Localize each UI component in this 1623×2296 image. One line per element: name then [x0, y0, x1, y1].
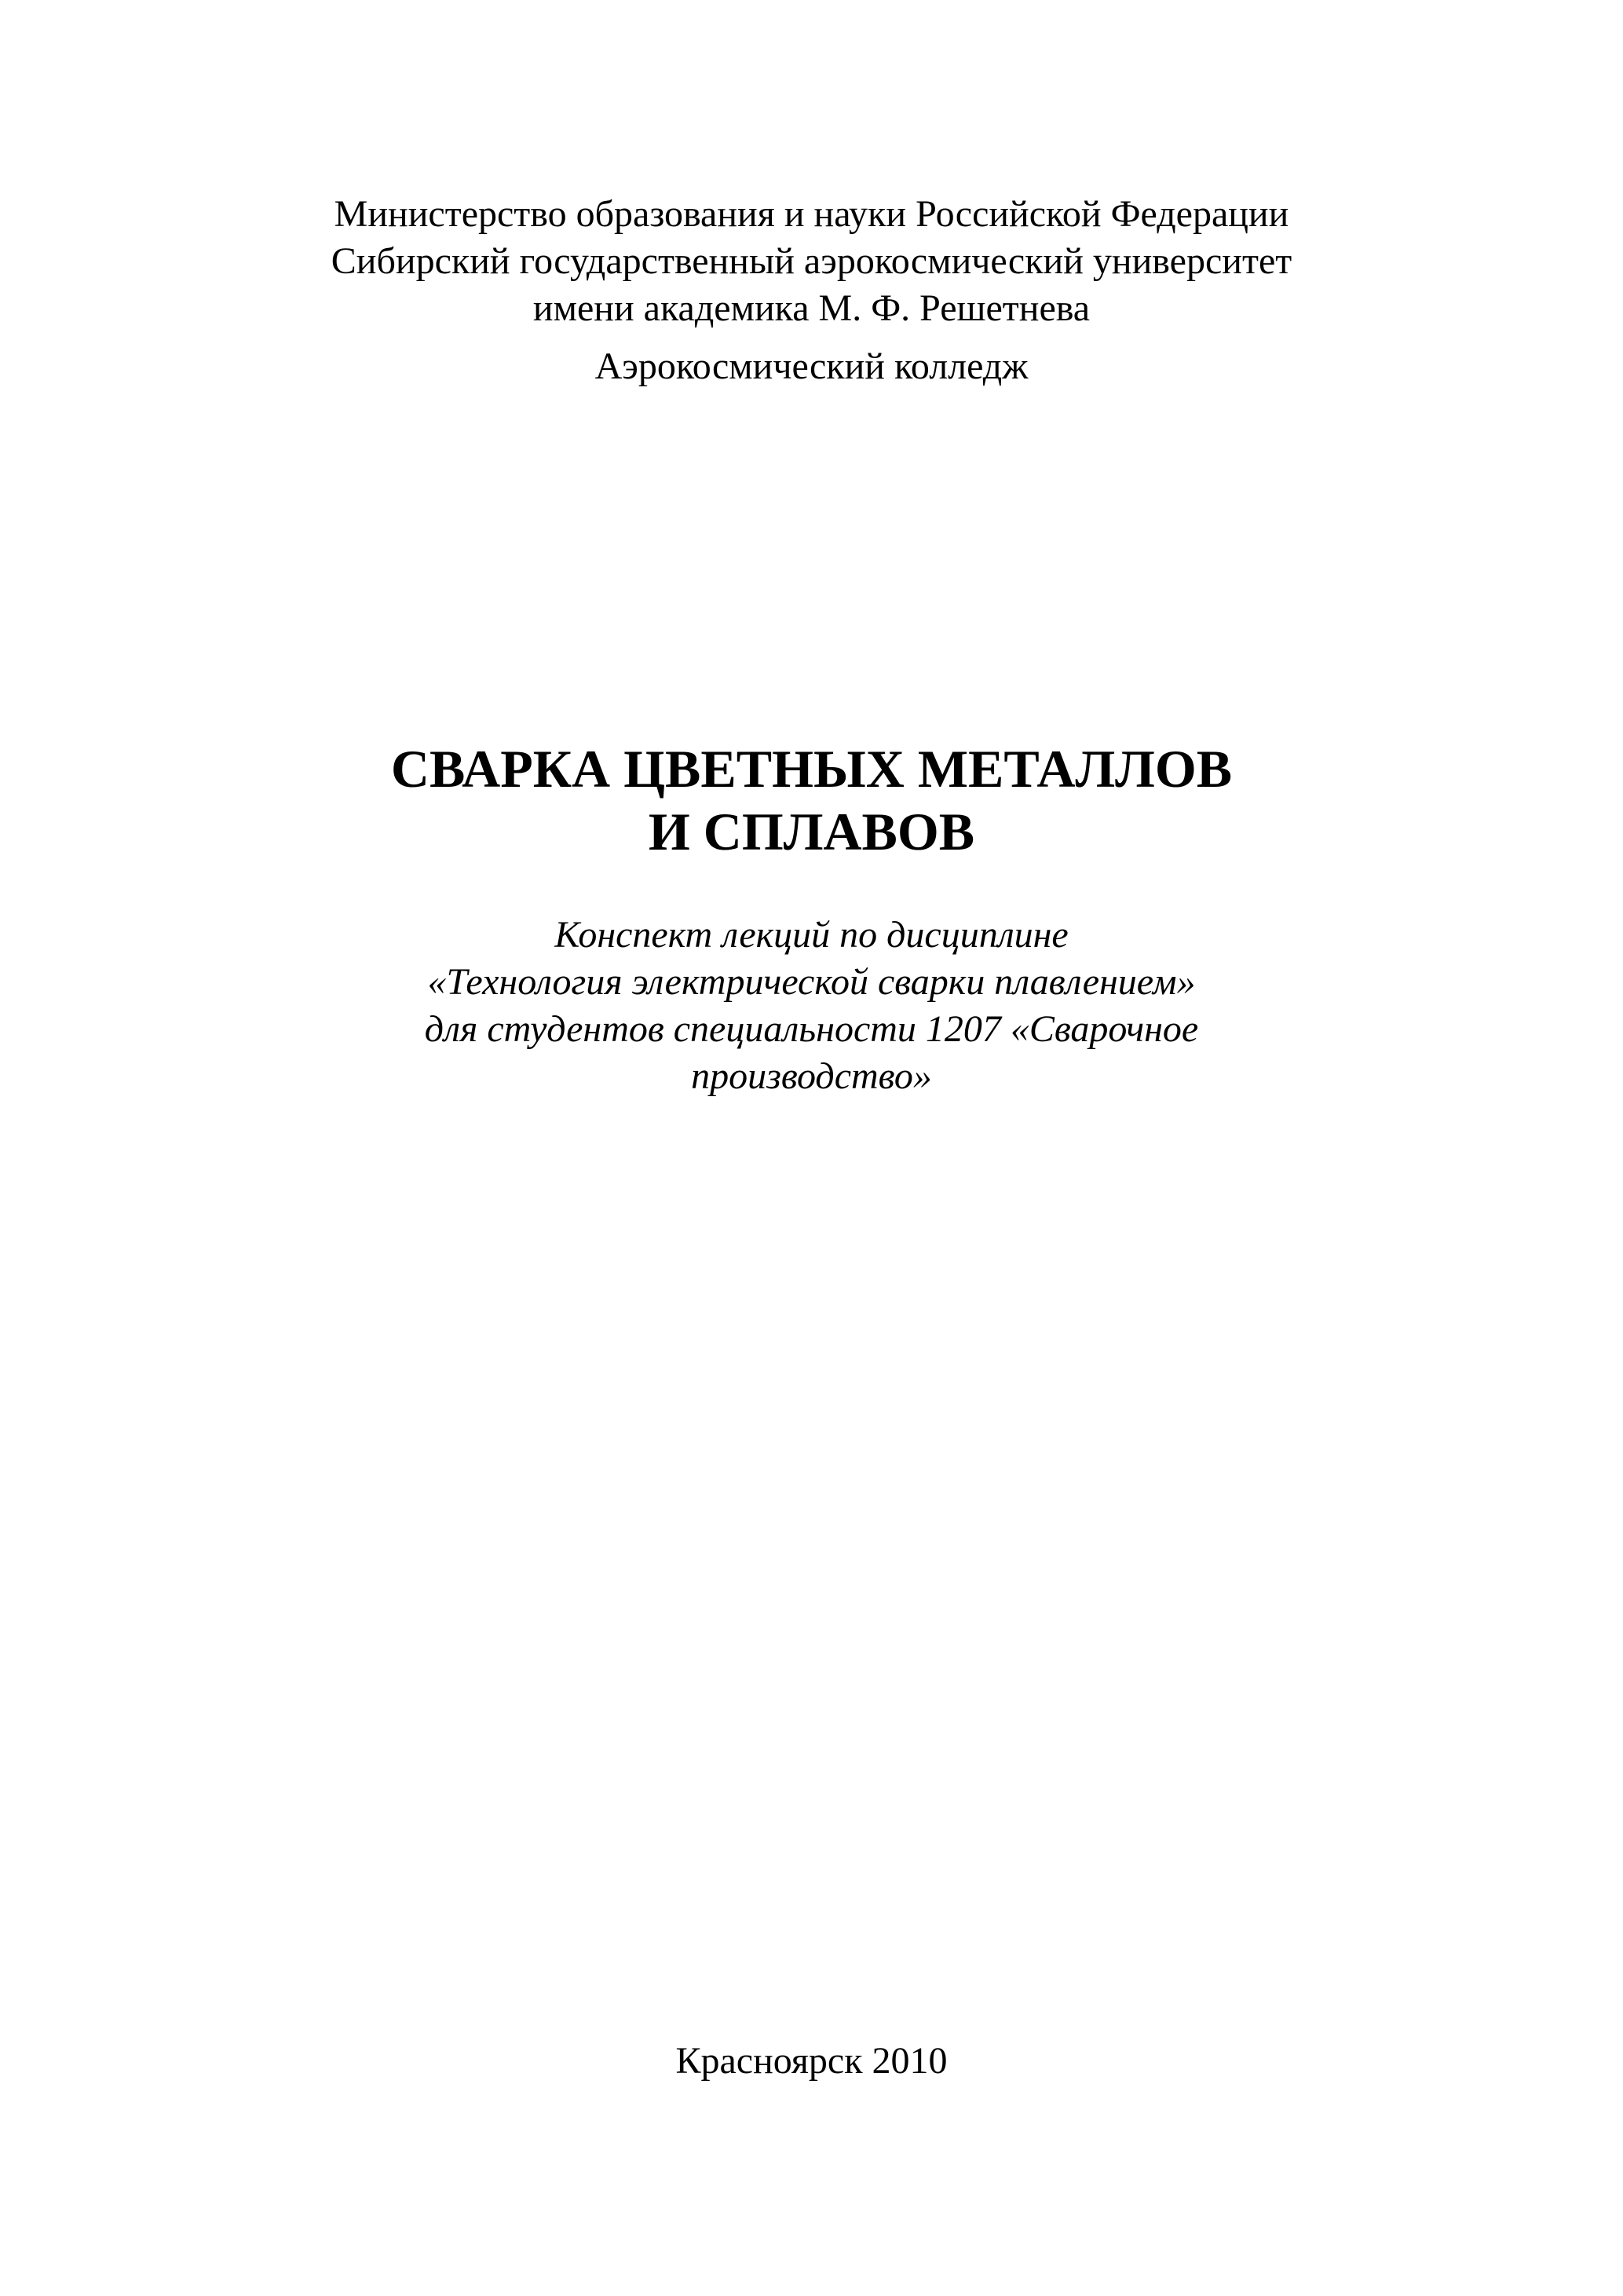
- college-header: [0, 343, 1623, 390]
- document-subtitle: [0, 912, 1623, 1100]
- subtitle-line-3: для студентов специальности 1207 «Сварочное: [424, 1008, 1199, 1050]
- university-name-line: имени академика М. Ф. Решетнева: [532, 287, 1091, 329]
- college-line: Аэрокосмический колледж: [594, 345, 1029, 387]
- title-line-1: СВАРКА ЦВЕТНЫХ МЕТАЛЛОВ: [390, 739, 1233, 799]
- subtitle-line-4: производство»: [691, 1055, 932, 1097]
- document-title: [0, 737, 1623, 863]
- ministry-line: Министерство образования и науки Российской Федерации: [334, 193, 1289, 235]
- subtitle-line-1: Конспект лекций по дисциплине: [554, 914, 1069, 956]
- place-year: Красноярск 2010: [675, 2040, 948, 2082]
- subtitle-line-2: «Технология электрической сварки плавлением»: [427, 961, 1196, 1003]
- university-line: Сибирский государственный аэрокосмический университет: [331, 240, 1292, 282]
- institution-header: [0, 191, 1623, 332]
- title-line-2: И СПЛАВОВ: [648, 802, 975, 861]
- place-year-footer: [0, 2038, 1623, 2085]
